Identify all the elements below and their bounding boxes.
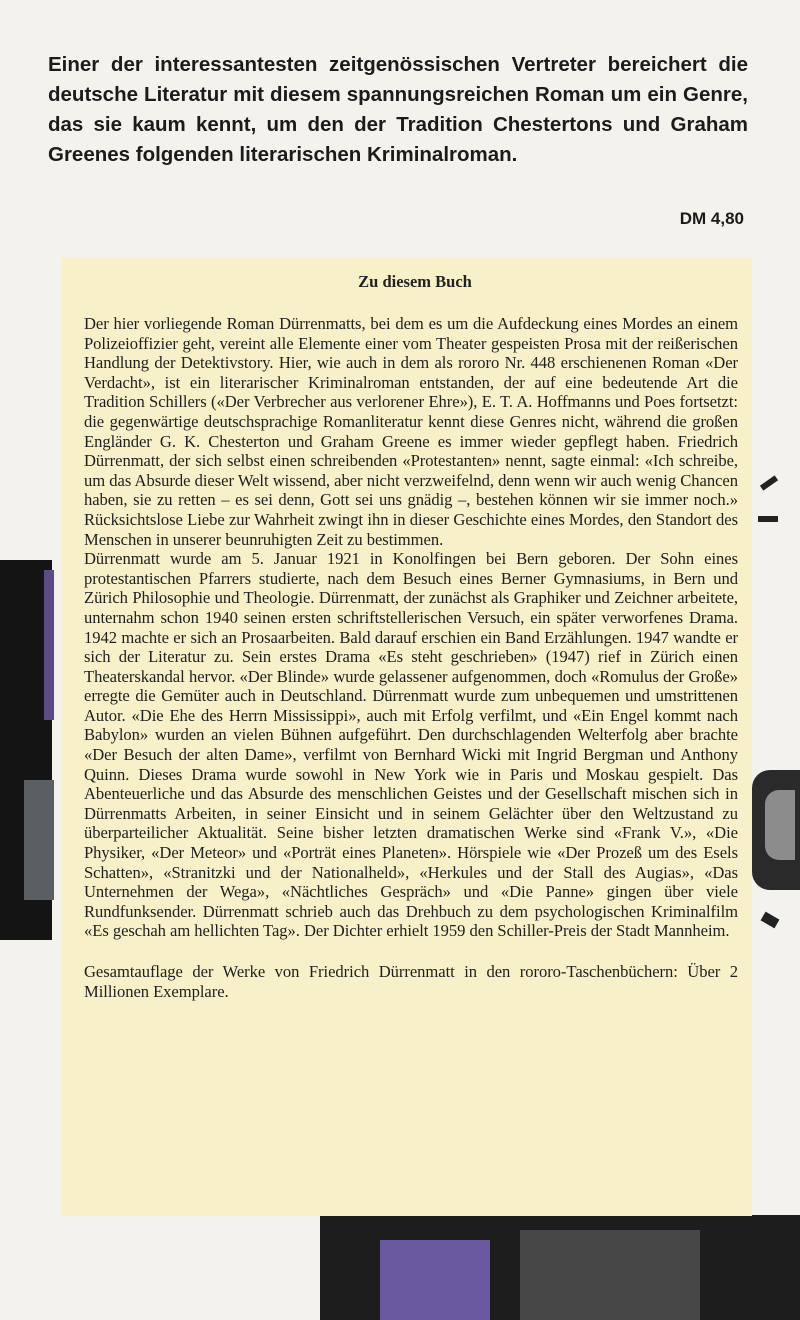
price-label: DM 4,80 bbox=[679, 209, 744, 228]
cover-photo-fragment bbox=[44, 570, 54, 720]
cover-photo-fragment bbox=[520, 1230, 700, 1320]
promo-blurb: Einer der interessantesten zeitgenössischen Vertreter bereichert die deutsche Literatur mit diesem spannungsreichen Roman um ein Genre, das sie kaum kennt, um den der Tradition Chestertons und Graham Greenes folgenden literarischen Kriminalroman. bbox=[48, 53, 748, 166]
about-book-title: Zu diesem Buch bbox=[358, 272, 472, 291]
cover-photo-fragment bbox=[380, 1240, 490, 1320]
circulation-note: Gesamtauflage der Werke von Friedrich Dürrenmatt in den rororo-Taschenbüchern: Über 2 Millionen Exemplare. bbox=[84, 962, 738, 1001]
cover-photo-fragment bbox=[758, 516, 778, 522]
cover-photo-fragment bbox=[761, 912, 780, 929]
author-bio-paragraph: Dürrenmatt wurde am 5. Januar 1921 in Konolfingen bei Bern geboren. Der Sohn eines protestantischen Pfarrers studierte, nach dem Besuch eines Berner Gymnasiums, in Bern und Zürich Philosophie und Theologie. Dürrenmatt, der zunächst als Graphiker und Zeichner arbeitete, unternahm schon 1940 seinen ersten schriftstellerischen Versuch, ein später verworfenes Drama. 1942 machte er sich an Prosaarbeiten. Bald darauf erschien ein Band Erzählungen. 1947 wandte er sich der Literatur zu. Sein erstes Drama «Es steht geschrieben» (1947) rief in Zürich einen Theaterskandal hervor. «Der Blinde» wurde gelassener aufgenommen, doch «Romulus der Große» erregte die Gemüter auch in Deutschland. Dürrenmatt wurde zum unbequemen und umstrittenen Autor. «Die Ehe des Herrn Mississippi», auch mit Erfolg verfilmt, und «Ein Engel kommt nach Babylon» wurden an vielen Bühnen aufgeführt. Den durchschlagenden Welterfolg aber brachte «Der Besuch der alten Dame», verfilmt von Bernhard Wicki mit Ingrid Bergman und Anthony Quinn. Dieses Drama wurde sowohl in New York wie in Paris und Moskau gespielt. Das Abenteuerliche und das Absurde des menschlichen Geistes und der Gesellschaft mischen sich in Dürrenmatts Arbeiten, in seiner Einsicht und in seinem Gelächter über den Weltzustand zu überparteilicher Aktualität. Seine bisher letzten dramatischen Werke sind «Frank V.», «Die Physiker, «Der Meteor» und «Porträt eines Planeten». Hörspiele wie «Der Prozeß um des Esels Schatten», «Stranitzki und der Nationalheld», «Herkules und der Stall des Augias», «Das Unternehmen der Wega», «Nächtliches Gespräch» und «Die Panne» gingen über viele Rundfunksender. Dürrenmatt schrieb auch das Drehbuch zu dem psychologischen Kriminalfilm «Es geschah am hellichten Tag». Der Dichter erhielt 1959 den Schiller-Preis der Stadt Mannheim. bbox=[84, 549, 738, 941]
about-book-box bbox=[62, 258, 752, 1216]
cover-photo-fragment bbox=[24, 780, 54, 900]
about-book-paragraph: Der hier vorliegende Roman Dürrenmatts, bei dem es um die Aufdeckung eines Mordes an einem Polizeioffizier geht, vereint alle Elemente einer vom Theater gespeisten Prosa mit der reißerischen Handlung der Detektivstory. Hier, wie auch in dem als rororo Nr. 448 erschienenen Roman «Der Verdacht», ist ein literarischer Kriminalroman entstanden, der auf eine bedeutende Art die Tradition Schillers («Der Verbrecher aus verlorener Ehre»), E. T. A. Hoffmanns und Poes fortsetzt: die gegenwärtige deutschsprachige Romanliteratur kennt diese Genres nicht, während die großen Engländer G. K. Chesterton und Graham Greene es immer wieder gepflegt haben. Friedrich Dürrenmatt, der sich selbst einen schreibenden «Protestanten» nennt, sagte einmal: «Ich schreibe, um das Absurde dieser Welt wissend, aber nicht verzweifelnd, denn wenn wir auch wenig Chancen haben, sie zu retten – es sei denn, Gott sei uns gnädig –, bestehen können wir sie immer noch.» Rücksichtslose Liebe zur Wahrheit zwingt ihn in dieser Geschichte eines Mordes, den Standort des Menschen in unserer beunruhigten Zeit zu bestimmen. bbox=[84, 314, 738, 549]
cover-photo-fragment bbox=[760, 475, 778, 490]
cover-photo-fragment bbox=[765, 790, 795, 860]
